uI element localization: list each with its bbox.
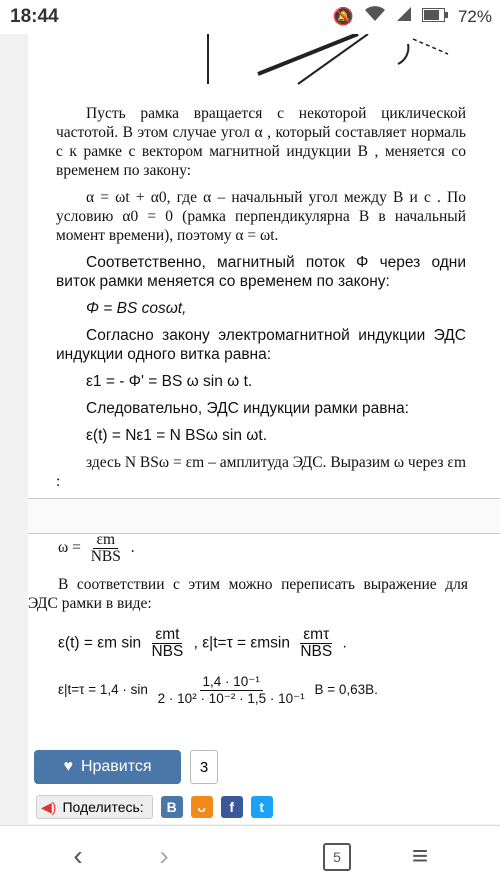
calc-fraction [155,674,308,707]
calc-lhs: ε|t=τ = 1,4 · sin [58,682,148,698]
status-bar [0,0,500,34]
battery-percent: 72% [457,6,492,26]
paragraph-2: α = ωt + α0, где α – начальный угол между B и c . По условию α0 = 0 (рамка перпендикулярна B в начальный момент времени), поэтому α = ωt. [56,189,466,244]
formula-calculation [58,674,468,707]
omega-den: NBS [90,548,121,565]
speaker-icon: ◀) [41,798,57,815]
paragraph-1: Пусть рамка вращается с некоторой циклической частотой. В этом случае угол α , который составляет нормаль c к рамке с вектором магнитной индукции B , меняется со временем по закону: [56,105,466,179]
emf-tau-den: NBS [300,643,333,660]
vk-icon[interactable]: B [161,796,183,818]
emf-tau-fraction [297,627,335,660]
signal-icon [396,6,412,27]
odnoklassniki-icon[interactable]: ᴗ [191,796,213,818]
emf-t-num: εmt [152,627,182,644]
formula-emf-frame: ε(t) = Nε1 = N BSω sin ωt. [86,427,268,444]
social-actions [28,740,500,824]
omega-num: εm [93,532,118,549]
omega-fraction [88,532,124,565]
emf-t-lhs: ε(t) = εm sin [58,634,142,652]
paragraph-3: Соответственно, магнитный поток Φ через одни виток рамки меняется со временем по закону: [56,254,466,290]
emf-tau-num: εmτ [300,627,332,644]
emf-t-fraction [148,627,186,660]
status-icons [333,6,492,27]
calc-rhs: В = 0,63В. [314,682,378,698]
formula-emf-t: ε(t) = εm sin $\frac{\text{εmt}}{\text{NBS}}$ , ε|t=τ = εmsin $\frac{\text{εmτ}}{\text{NBS}}$ . [58,626,347,660]
back-icon[interactable]: ‹ [73,840,83,871]
wifi-icon [364,6,386,27]
paragraph-4: Согласно закону электромагнитной индукции ЭДС индукции одного витка равна: [56,327,466,363]
page-divider [28,498,500,534]
omega-lhs: ω = [58,539,81,557]
formula-omega: ω = $\frac{\varepsilon m}{\text{NBS}}$ . [58,531,135,565]
emf-t-mid: , ε|t=τ = εmsin [193,634,290,652]
like-count: 3 [190,750,218,784]
browser-nav-bar [0,825,500,889]
calc-den: 2 · 10² · 10⁻² · 1,5 · 10⁻¹ [157,691,305,706]
battery-icon [422,7,448,27]
calc-num: 1,4 · 10⁻¹ [200,674,263,691]
mute-icon: 🔕 [332,6,354,26]
tabs-button[interactable]: 5 [323,843,351,871]
share-label: Поделитесь: [62,799,144,815]
forward-icon[interactable]: › [159,840,169,871]
formula-emf-one-turn: ε1 = - Φ' = BS ω sin ω t. [86,373,253,390]
share-row [36,795,273,819]
document-text-2 [28,531,468,715]
paragraph-5: Следовательно, ЭДС индукции рамки равна: [86,400,409,417]
emf-t-den: NBS [151,643,184,660]
twitter-icon[interactable]: t [251,796,273,818]
status-time: 18:44 [10,6,59,27]
menu-icon[interactable]: ≡ [411,840,429,871]
facebook-icon[interactable]: f [221,796,243,818]
heart-icon: ♥ [63,758,73,775]
formula-flux: Φ = BS cosωt, [86,300,187,317]
document-text [56,104,466,499]
like-label: Нравится [80,758,152,775]
paragraph-7: В соответствии с этим можно переписать выражение для ЭДС рамки в виде: [28,576,468,612]
paragraph-6: здесь N BSω = εm – амплитуда ЭДС. Выразим ω через εm : [56,454,466,490]
share-box [36,795,153,819]
like-button[interactable] [34,750,181,784]
